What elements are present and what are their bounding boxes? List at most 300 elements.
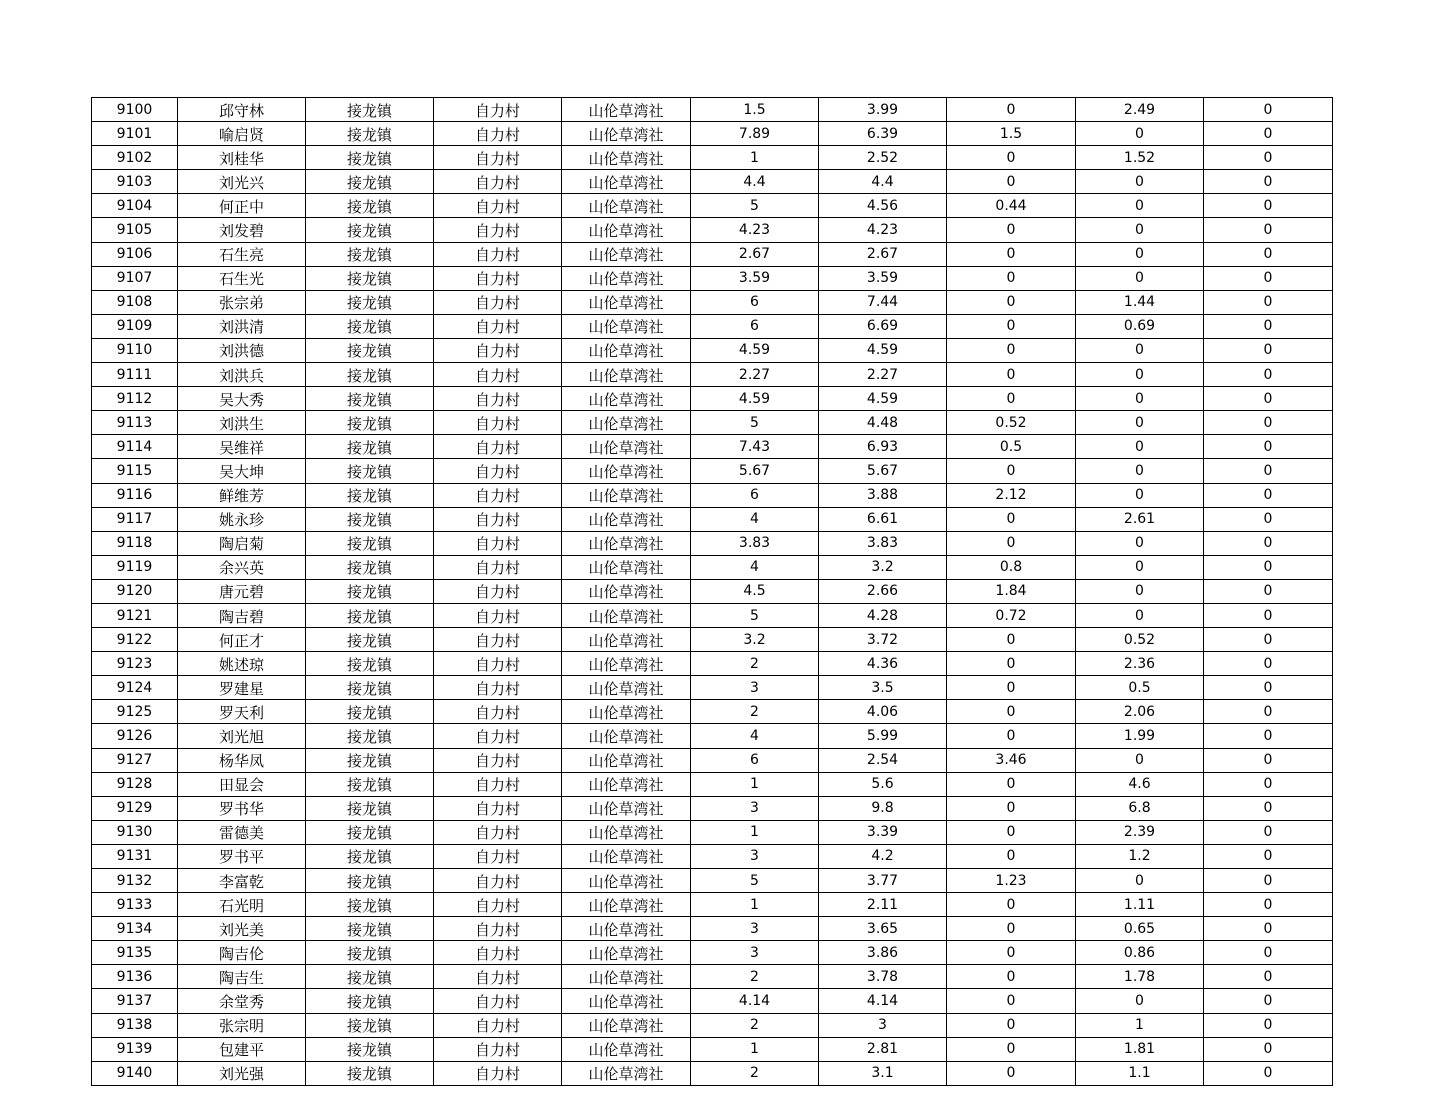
cell-village: 自力村 bbox=[434, 338, 562, 362]
cell-value-a: 6 bbox=[691, 483, 819, 507]
cell-value-c: 0 bbox=[947, 531, 1076, 555]
cell-group: 山伦草湾社 bbox=[562, 363, 691, 387]
cell-name: 吴大秀 bbox=[178, 387, 306, 411]
cell-value-c: 0 bbox=[947, 700, 1076, 724]
cell-village: 自力村 bbox=[434, 363, 562, 387]
cell-village: 自力村 bbox=[434, 724, 562, 748]
cell-village: 自力村 bbox=[434, 483, 562, 507]
cell-value-e: 0 bbox=[1204, 459, 1333, 483]
cell-town: 接龙镇 bbox=[306, 290, 434, 314]
cell-value-d: 4.6 bbox=[1076, 772, 1204, 796]
cell-group: 山伦草湾社 bbox=[562, 146, 691, 170]
table-row bbox=[92, 869, 1333, 893]
cell-value-a: 1 bbox=[691, 772, 819, 796]
cell-group: 山伦草湾社 bbox=[562, 555, 691, 579]
cell-value-a: 3.2 bbox=[691, 628, 819, 652]
cell-value-d: 1.52 bbox=[1076, 146, 1204, 170]
cell-value-a: 1 bbox=[691, 1037, 819, 1061]
cell-town: 接龙镇 bbox=[306, 531, 434, 555]
table-row bbox=[92, 603, 1333, 627]
cell-value-a: 5 bbox=[691, 869, 819, 893]
cell-value-c: 0 bbox=[947, 98, 1076, 122]
cell-town: 接龙镇 bbox=[306, 1061, 434, 1085]
cell-value-b: 3.99 bbox=[819, 98, 947, 122]
cell-name: 刘洪德 bbox=[178, 338, 306, 362]
table-row bbox=[92, 411, 1333, 435]
cell-value-c: 0 bbox=[947, 628, 1076, 652]
table-row bbox=[92, 1061, 1333, 1085]
cell-id: 9111 bbox=[92, 363, 178, 387]
cell-group: 山伦草湾社 bbox=[562, 338, 691, 362]
cell-village: 自力村 bbox=[434, 652, 562, 676]
cell-value-a: 5.67 bbox=[691, 459, 819, 483]
cell-value-d: 1 bbox=[1076, 1013, 1204, 1037]
cell-value-a: 2 bbox=[691, 965, 819, 989]
cell-village: 自力村 bbox=[434, 194, 562, 218]
cell-value-b: 3.77 bbox=[819, 869, 947, 893]
cell-name: 余兴英 bbox=[178, 555, 306, 579]
cell-name: 陶启菊 bbox=[178, 531, 306, 555]
cell-value-e: 0 bbox=[1204, 844, 1333, 868]
cell-id: 9101 bbox=[92, 122, 178, 146]
cell-value-d: 0 bbox=[1076, 483, 1204, 507]
cell-value-a: 7.43 bbox=[691, 435, 819, 459]
table-row bbox=[92, 483, 1333, 507]
cell-id: 9113 bbox=[92, 411, 178, 435]
cell-value-e: 0 bbox=[1204, 435, 1333, 459]
cell-group: 山伦草湾社 bbox=[562, 483, 691, 507]
table-row bbox=[92, 387, 1333, 411]
cell-value-e: 0 bbox=[1204, 941, 1333, 965]
cell-value-b: 4.23 bbox=[819, 218, 947, 242]
cell-village: 自力村 bbox=[434, 941, 562, 965]
cell-value-b: 4.4 bbox=[819, 170, 947, 194]
cell-value-e: 0 bbox=[1204, 579, 1333, 603]
cell-town: 接龙镇 bbox=[306, 338, 434, 362]
cell-value-a: 3 bbox=[691, 844, 819, 868]
cell-value-d: 0 bbox=[1076, 338, 1204, 362]
cell-value-c: 0 bbox=[947, 965, 1076, 989]
cell-value-b: 4.2 bbox=[819, 844, 947, 868]
cell-value-c: 0 bbox=[947, 146, 1076, 170]
table-row bbox=[92, 194, 1333, 218]
cell-name: 石生光 bbox=[178, 266, 306, 290]
cell-value-e: 0 bbox=[1204, 796, 1333, 820]
cell-value-e: 0 bbox=[1204, 628, 1333, 652]
table-row bbox=[92, 941, 1333, 965]
cell-name: 刘光美 bbox=[178, 917, 306, 941]
cell-town: 接龙镇 bbox=[306, 1037, 434, 1061]
cell-value-a: 3 bbox=[691, 676, 819, 700]
cell-name: 陶吉伦 bbox=[178, 941, 306, 965]
table-row bbox=[92, 98, 1333, 122]
cell-name: 刘光兴 bbox=[178, 170, 306, 194]
cell-town: 接龙镇 bbox=[306, 122, 434, 146]
cell-value-b: 2.66 bbox=[819, 579, 947, 603]
cell-village: 自力村 bbox=[434, 411, 562, 435]
cell-town: 接龙镇 bbox=[306, 820, 434, 844]
cell-value-b: 3.1 bbox=[819, 1061, 947, 1085]
cell-group: 山伦草湾社 bbox=[562, 387, 691, 411]
cell-name: 刘光强 bbox=[178, 1061, 306, 1085]
cell-value-a: 1 bbox=[691, 893, 819, 917]
table-row bbox=[92, 507, 1333, 531]
cell-group: 山伦草湾社 bbox=[562, 941, 691, 965]
cell-name: 姚永珍 bbox=[178, 507, 306, 531]
cell-id: 9135 bbox=[92, 941, 178, 965]
table-row bbox=[92, 893, 1333, 917]
cell-value-e: 0 bbox=[1204, 869, 1333, 893]
cell-group: 山伦草湾社 bbox=[562, 700, 691, 724]
cell-value-e: 0 bbox=[1204, 507, 1333, 531]
cell-value-d: 1.11 bbox=[1076, 893, 1204, 917]
cell-group: 山伦草湾社 bbox=[562, 579, 691, 603]
table-row bbox=[92, 531, 1333, 555]
cell-name: 陶吉生 bbox=[178, 965, 306, 989]
cell-value-c: 0 bbox=[947, 290, 1076, 314]
cell-name: 邱守林 bbox=[178, 98, 306, 122]
cell-village: 自力村 bbox=[434, 146, 562, 170]
cell-village: 自力村 bbox=[434, 772, 562, 796]
cell-value-e: 0 bbox=[1204, 893, 1333, 917]
cell-id: 9133 bbox=[92, 893, 178, 917]
cell-value-d: 0 bbox=[1076, 387, 1204, 411]
cell-value-d: 1.44 bbox=[1076, 290, 1204, 314]
table-row bbox=[92, 917, 1333, 941]
cell-village: 自力村 bbox=[434, 98, 562, 122]
cell-group: 山伦草湾社 bbox=[562, 194, 691, 218]
cell-town: 接龙镇 bbox=[306, 724, 434, 748]
cell-value-b: 4.59 bbox=[819, 387, 947, 411]
cell-name: 刘洪清 bbox=[178, 314, 306, 338]
cell-group: 山伦草湾社 bbox=[562, 676, 691, 700]
cell-value-e: 0 bbox=[1204, 652, 1333, 676]
cell-id: 9132 bbox=[92, 869, 178, 893]
cell-id: 9136 bbox=[92, 965, 178, 989]
cell-town: 接龙镇 bbox=[306, 242, 434, 266]
cell-group: 山伦草湾社 bbox=[562, 1013, 691, 1037]
cell-name: 杨华凤 bbox=[178, 748, 306, 772]
cell-group: 山伦草湾社 bbox=[562, 1061, 691, 1085]
cell-value-a: 4.4 bbox=[691, 170, 819, 194]
cell-town: 接龙镇 bbox=[306, 435, 434, 459]
cell-id: 9125 bbox=[92, 700, 178, 724]
cell-village: 自力村 bbox=[434, 603, 562, 627]
cell-value-b: 3.65 bbox=[819, 917, 947, 941]
cell-name: 何正才 bbox=[178, 628, 306, 652]
cell-id: 9112 bbox=[92, 387, 178, 411]
cell-value-e: 0 bbox=[1204, 555, 1333, 579]
table-row bbox=[92, 218, 1333, 242]
cell-value-a: 3.59 bbox=[691, 266, 819, 290]
cell-village: 自力村 bbox=[434, 122, 562, 146]
cell-id: 9129 bbox=[92, 796, 178, 820]
table-row bbox=[92, 772, 1333, 796]
cell-value-e: 0 bbox=[1204, 748, 1333, 772]
cell-id: 9103 bbox=[92, 170, 178, 194]
cell-value-c: 0 bbox=[947, 844, 1076, 868]
cell-value-c: 0 bbox=[947, 338, 1076, 362]
cell-town: 接龙镇 bbox=[306, 483, 434, 507]
cell-village: 自力村 bbox=[434, 266, 562, 290]
cell-group: 山伦草湾社 bbox=[562, 98, 691, 122]
cell-value-e: 0 bbox=[1204, 363, 1333, 387]
cell-value-a: 1.5 bbox=[691, 98, 819, 122]
cell-value-b: 3.5 bbox=[819, 676, 947, 700]
cell-name: 罗建星 bbox=[178, 676, 306, 700]
cell-value-a: 1 bbox=[691, 820, 819, 844]
cell-value-a: 3 bbox=[691, 796, 819, 820]
cell-id: 9105 bbox=[92, 218, 178, 242]
cell-id: 9124 bbox=[92, 676, 178, 700]
cell-value-c: 3.46 bbox=[947, 748, 1076, 772]
cell-value-c: 0 bbox=[947, 676, 1076, 700]
cell-value-b: 3.59 bbox=[819, 266, 947, 290]
cell-value-d: 2.06 bbox=[1076, 700, 1204, 724]
cell-id: 9114 bbox=[92, 435, 178, 459]
cell-value-a: 4 bbox=[691, 555, 819, 579]
cell-village: 自力村 bbox=[434, 459, 562, 483]
table-row bbox=[92, 652, 1333, 676]
cell-name: 刘洪兵 bbox=[178, 363, 306, 387]
cell-village: 自力村 bbox=[434, 1013, 562, 1037]
cell-town: 接龙镇 bbox=[306, 314, 434, 338]
cell-value-d: 2.39 bbox=[1076, 820, 1204, 844]
cell-group: 山伦草湾社 bbox=[562, 820, 691, 844]
cell-name: 姚述琼 bbox=[178, 652, 306, 676]
cell-group: 山伦草湾社 bbox=[562, 965, 691, 989]
table-row bbox=[92, 700, 1333, 724]
cell-value-e: 0 bbox=[1204, 700, 1333, 724]
cell-value-b: 4.06 bbox=[819, 700, 947, 724]
cell-group: 山伦草湾社 bbox=[562, 652, 691, 676]
cell-town: 接龙镇 bbox=[306, 676, 434, 700]
cell-id: 9120 bbox=[92, 579, 178, 603]
cell-value-a: 2 bbox=[691, 1013, 819, 1037]
cell-value-c: 0.44 bbox=[947, 194, 1076, 218]
cell-group: 山伦草湾社 bbox=[562, 869, 691, 893]
cell-town: 接龙镇 bbox=[306, 941, 434, 965]
cell-village: 自力村 bbox=[434, 917, 562, 941]
cell-name: 罗书华 bbox=[178, 796, 306, 820]
cell-value-b: 9.8 bbox=[819, 796, 947, 820]
cell-value-e: 0 bbox=[1204, 194, 1333, 218]
cell-group: 山伦草湾社 bbox=[562, 628, 691, 652]
cell-value-b: 2.81 bbox=[819, 1037, 947, 1061]
cell-value-e: 0 bbox=[1204, 989, 1333, 1013]
cell-village: 自力村 bbox=[434, 748, 562, 772]
cell-name: 包建平 bbox=[178, 1037, 306, 1061]
cell-value-c: 0 bbox=[947, 218, 1076, 242]
cell-id: 9123 bbox=[92, 652, 178, 676]
cell-value-b: 6.93 bbox=[819, 435, 947, 459]
cell-town: 接龙镇 bbox=[306, 748, 434, 772]
cell-village: 自力村 bbox=[434, 869, 562, 893]
cell-name: 刘发碧 bbox=[178, 218, 306, 242]
cell-id: 9130 bbox=[92, 820, 178, 844]
cell-value-c: 0 bbox=[947, 1013, 1076, 1037]
cell-id: 9115 bbox=[92, 459, 178, 483]
cell-value-c: 0 bbox=[947, 989, 1076, 1013]
cell-value-c: 0 bbox=[947, 314, 1076, 338]
cell-name: 李富乾 bbox=[178, 869, 306, 893]
cell-town: 接龙镇 bbox=[306, 387, 434, 411]
cell-value-d: 2.49 bbox=[1076, 98, 1204, 122]
cell-value-e: 0 bbox=[1204, 266, 1333, 290]
cell-value-c: 0 bbox=[947, 941, 1076, 965]
cell-value-c: 1.23 bbox=[947, 869, 1076, 893]
cell-name: 何正中 bbox=[178, 194, 306, 218]
cell-id: 9110 bbox=[92, 338, 178, 362]
cell-value-e: 0 bbox=[1204, 290, 1333, 314]
cell-id: 9138 bbox=[92, 1013, 178, 1037]
cell-value-c: 0 bbox=[947, 893, 1076, 917]
cell-value-e: 0 bbox=[1204, 218, 1333, 242]
cell-value-d: 0 bbox=[1076, 603, 1204, 627]
cell-id: 9118 bbox=[92, 531, 178, 555]
cell-town: 接龙镇 bbox=[306, 579, 434, 603]
table-row bbox=[92, 266, 1333, 290]
cell-value-a: 5 bbox=[691, 194, 819, 218]
table-row bbox=[92, 170, 1333, 194]
cell-name: 罗天利 bbox=[178, 700, 306, 724]
cell-village: 自力村 bbox=[434, 242, 562, 266]
table-row bbox=[92, 724, 1333, 748]
table-row bbox=[92, 338, 1333, 362]
cell-value-c: 0 bbox=[947, 772, 1076, 796]
table-row bbox=[92, 796, 1333, 820]
cell-village: 自力村 bbox=[434, 989, 562, 1013]
cell-name: 吴大坤 bbox=[178, 459, 306, 483]
cell-id: 9104 bbox=[92, 194, 178, 218]
cell-value-d: 1.99 bbox=[1076, 724, 1204, 748]
cell-value-e: 0 bbox=[1204, 170, 1333, 194]
cell-value-a: 6 bbox=[691, 290, 819, 314]
cell-value-a: 5 bbox=[691, 603, 819, 627]
cell-value-b: 3.83 bbox=[819, 531, 947, 555]
cell-id: 9127 bbox=[92, 748, 178, 772]
cell-id: 9126 bbox=[92, 724, 178, 748]
cell-village: 自力村 bbox=[434, 700, 562, 724]
table-row bbox=[92, 579, 1333, 603]
cell-value-e: 0 bbox=[1204, 387, 1333, 411]
cell-group: 山伦草湾社 bbox=[562, 893, 691, 917]
cell-value-a: 7.89 bbox=[691, 122, 819, 146]
cell-town: 接龙镇 bbox=[306, 98, 434, 122]
cell-value-b: 4.59 bbox=[819, 338, 947, 362]
table-row bbox=[92, 314, 1333, 338]
cell-value-b: 5.6 bbox=[819, 772, 947, 796]
cell-value-e: 0 bbox=[1204, 820, 1333, 844]
cell-value-e: 0 bbox=[1204, 1037, 1333, 1061]
cell-value-e: 0 bbox=[1204, 338, 1333, 362]
cell-value-a: 2 bbox=[691, 1061, 819, 1085]
cell-value-c: 0 bbox=[947, 917, 1076, 941]
cell-village: 自力村 bbox=[434, 820, 562, 844]
cell-value-d: 2.61 bbox=[1076, 507, 1204, 531]
cell-value-c: 0 bbox=[947, 266, 1076, 290]
table-row bbox=[92, 122, 1333, 146]
cell-town: 接龙镇 bbox=[306, 772, 434, 796]
cell-value-e: 0 bbox=[1204, 603, 1333, 627]
cell-group: 山伦草湾社 bbox=[562, 435, 691, 459]
cell-id: 9108 bbox=[92, 290, 178, 314]
cell-id: 9107 bbox=[92, 266, 178, 290]
cell-group: 山伦草湾社 bbox=[562, 242, 691, 266]
cell-value-e: 0 bbox=[1204, 531, 1333, 555]
cell-group: 山伦草湾社 bbox=[562, 459, 691, 483]
cell-id: 9139 bbox=[92, 1037, 178, 1061]
cell-id: 9106 bbox=[92, 242, 178, 266]
cell-value-c: 0.72 bbox=[947, 603, 1076, 627]
cell-value-e: 0 bbox=[1204, 411, 1333, 435]
cell-town: 接龙镇 bbox=[306, 844, 434, 868]
cell-value-d: 0 bbox=[1076, 989, 1204, 1013]
cell-id: 9137 bbox=[92, 989, 178, 1013]
cell-value-e: 0 bbox=[1204, 483, 1333, 507]
cell-value-a: 4 bbox=[691, 507, 819, 531]
cell-value-a: 1 bbox=[691, 146, 819, 170]
cell-town: 接龙镇 bbox=[306, 194, 434, 218]
cell-value-c: 0 bbox=[947, 363, 1076, 387]
cell-town: 接龙镇 bbox=[306, 917, 434, 941]
data-table bbox=[91, 97, 1333, 1086]
cell-value-b: 2.52 bbox=[819, 146, 947, 170]
cell-name: 喻启贤 bbox=[178, 122, 306, 146]
cell-town: 接龙镇 bbox=[306, 146, 434, 170]
cell-value-a: 4.59 bbox=[691, 387, 819, 411]
cell-value-b: 3.72 bbox=[819, 628, 947, 652]
cell-value-d: 0 bbox=[1076, 869, 1204, 893]
cell-value-b: 4.28 bbox=[819, 603, 947, 627]
cell-value-b: 2.11 bbox=[819, 893, 947, 917]
cell-group: 山伦草湾社 bbox=[562, 218, 691, 242]
cell-id: 9102 bbox=[92, 146, 178, 170]
cell-village: 自力村 bbox=[434, 555, 562, 579]
cell-group: 山伦草湾社 bbox=[562, 531, 691, 555]
cell-group: 山伦草湾社 bbox=[562, 844, 691, 868]
cell-value-d: 0 bbox=[1076, 579, 1204, 603]
table-row bbox=[92, 820, 1333, 844]
cell-name: 吴维祥 bbox=[178, 435, 306, 459]
cell-town: 接龙镇 bbox=[306, 507, 434, 531]
cell-value-b: 6.69 bbox=[819, 314, 947, 338]
cell-value-a: 6 bbox=[691, 748, 819, 772]
cell-value-d: 0 bbox=[1076, 122, 1204, 146]
cell-name: 唐元碧 bbox=[178, 579, 306, 603]
cell-value-e: 0 bbox=[1204, 965, 1333, 989]
cell-value-c: 0 bbox=[947, 652, 1076, 676]
cell-value-b: 2.67 bbox=[819, 242, 947, 266]
cell-value-c: 0 bbox=[947, 1037, 1076, 1061]
cell-town: 接龙镇 bbox=[306, 965, 434, 989]
cell-value-d: 0.69 bbox=[1076, 314, 1204, 338]
cell-village: 自力村 bbox=[434, 628, 562, 652]
table-row bbox=[92, 435, 1333, 459]
cell-town: 接龙镇 bbox=[306, 170, 434, 194]
table-row bbox=[92, 965, 1333, 989]
cell-name: 陶吉碧 bbox=[178, 603, 306, 627]
cell-name: 余堂秀 bbox=[178, 989, 306, 1013]
cell-value-e: 0 bbox=[1204, 772, 1333, 796]
cell-value-a: 2 bbox=[691, 652, 819, 676]
cell-group: 山伦草湾社 bbox=[562, 796, 691, 820]
cell-value-b: 3.78 bbox=[819, 965, 947, 989]
cell-group: 山伦草湾社 bbox=[562, 314, 691, 338]
cell-town: 接龙镇 bbox=[306, 628, 434, 652]
cell-value-b: 3.88 bbox=[819, 483, 947, 507]
cell-value-b: 5.99 bbox=[819, 724, 947, 748]
